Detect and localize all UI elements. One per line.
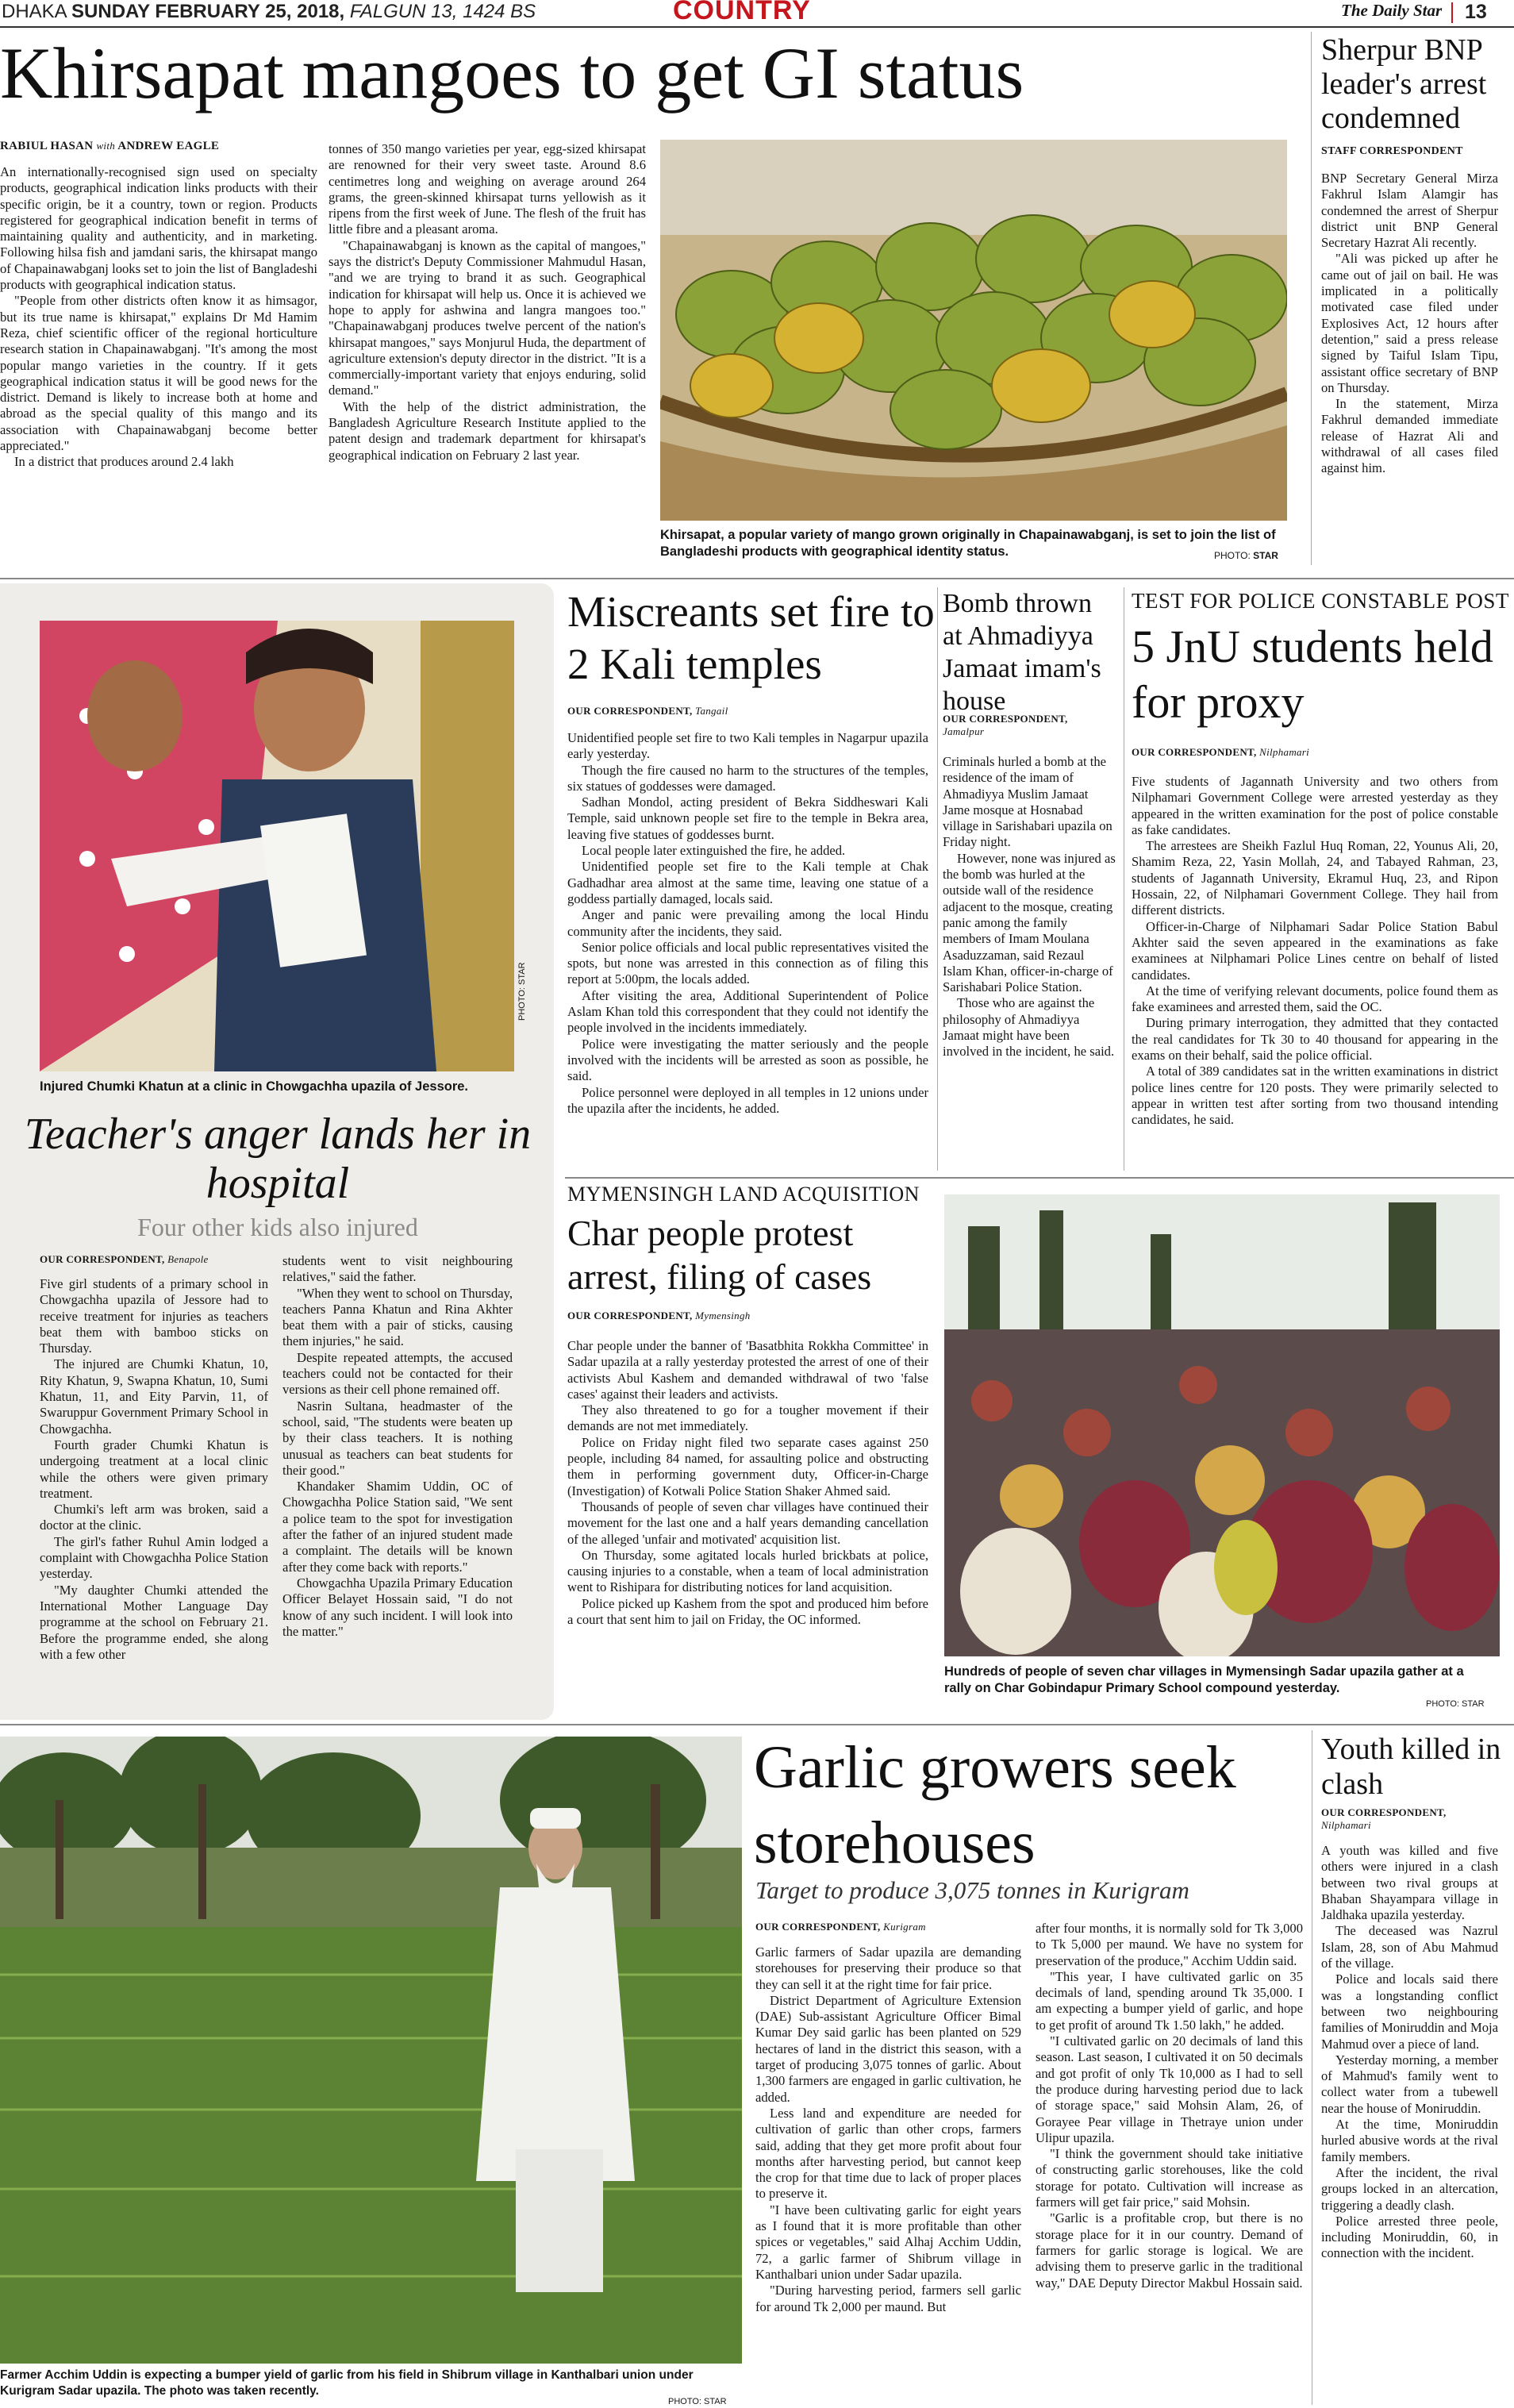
paragraph: "Garlic is a profitable crop, but there is no storage place for it in our country. Demand of farmers for garlic storage is logical. We are advising them to preserve garlic in the traditional way," DAE Deputy Director Makbul Hossain said.: [1036, 2210, 1303, 2291]
byline-author: OUR CORRESPONDENT: [567, 1310, 690, 1321]
bomb-byline: OUR CORRESPONDENT, Jamalpur: [943, 713, 1068, 737]
paragraph: After visiting the area, Additional Superintendent of Police Aslam Khan told this correspondent that they could not identify the people involved in the incidents immediately.: [567, 987, 928, 1036]
paragraph: At the time of verifying relevant documents, police found them as fake examinees and arrested them, said the OC.: [1132, 983, 1498, 1015]
paragraph: tonnes of 350 mango varieties per year, egg-sized khirsapat are renowned for their very sweet taste. Around 8.6 centimetres long and weighing on average around 264 grams, the green-skinned khirsapat turns yellowish as it ripens from the first week of June. The flesh of the fruit has little fibre and a pleasant aroma.: [329, 141, 646, 237]
byline-place: Nilphamari: [1259, 746, 1310, 758]
khirsapat-headline: Khirsapat mangoes to get GI status: [0, 33, 1024, 113]
credit-label: PHOTO:: [1214, 550, 1254, 561]
paragraph: Five students of Jagannath University and two others from Nilphamari Government College were arrested yesterday as they appeared in the written examination for the post of police constable as fake candidates.: [1132, 774, 1498, 837]
paragraph: Police were investigating the matter seriously and the people involved with the incidents will be arrested as soon as possible, he said.: [567, 1036, 928, 1084]
dateline-city: DHAKA: [2, 1, 72, 22]
paragraph: Khandaker Shamim Uddin, OC of Chowgachha Police Station said, "We sent a police team to the spot for investigation after the father of an injured student made a complaint. The details will be known after they come back with reports.": [282, 1479, 513, 1575]
paragraph: Though the fire caused no harm to the structures of the temples, six statues of goddesses were damaged.: [567, 762, 928, 794]
paragraph: Less land and expenditure are needed for cultivation of garlic than other crops, farmers said, adding that they get more profit about four months after harvesting period, but cannot keep the crop for that time due to lack of proper places to preserve it.: [755, 2105, 1021, 2202]
byline-place: Mymensingh: [695, 1310, 751, 1321]
paragraph: Thousands of people of seven char villages have continued their movement for the last one and a half years demanding cancellation of the alleged 'unfair and motivated' acquisition list.: [567, 1498, 928, 1547]
paragraph: after four months, it is normally sold for Tk 3,000 to Tk 5,000 per maund. We have no system for preservation of the produce," Acchim Uddin said.: [1036, 1921, 1303, 1968]
byline-author: OUR CORRESPONDENT: [755, 1921, 878, 1933]
paragraph: On Thursday, some agitated locals hurled brickbats at police, causing injuries to a constable, when a team of local administration went to Rishipara for distributing notices for land acquisition.: [567, 1547, 928, 1595]
kali-byline: OUR CORRESPONDENT, Tangail: [567, 705, 728, 717]
photo-credit: PHOTO: STAR: [517, 962, 527, 1021]
bomb-body: [943, 754, 1116, 1060]
byline-author: OUR CORRESPONDENT: [567, 705, 690, 717]
column-rule: [1311, 32, 1312, 565]
kali-body: [567, 730, 928, 1117]
char-byline: OUR CORRESPONDENT, Mymensingh: [567, 1310, 751, 1321]
paragraph: "My daughter Chumki attended the International Mother Language Day programme at the school on February 21. Before the programme ended, she along with a few other: [40, 1582, 268, 1662]
teacher-subhead: Four other kids also injured: [137, 1213, 418, 1241]
crowd-rally-image: [944, 1194, 1500, 1656]
paragraph: "People from other districts often know it as himsagor, but its true name is khirsapat," explains Dr Md Hamim Reza, chief scientific officer of the regional horticulture research station in Chapainawabganj. "It's among the most popular mango varieties in the country. If it gets geographical indication status it will be good news for the district. Demand is likely to increase both at home and abroad as the special quality of this mango and its association with Chapainawabganj become better appreciated.": [0, 293, 317, 454]
paragraph: A total of 389 candidates sat in the written examinations in district police lines centre for 120 posts. They were primarily selected to appear in written test after sorting from two thousand intending candidates, he said.: [1132, 1064, 1498, 1128]
paragraph: Unidentified people set fire to two Kali temples in Nagarpur upazila early yesterday.: [567, 730, 928, 762]
byline-author: OUR CORRESPONDENT: [1321, 1806, 1444, 1818]
folio-divider: [1451, 2, 1453, 23]
char-headline: Char people protest arrest, filing of cases: [567, 1213, 872, 1297]
paragraph: During primary interrogation, they admitted that they contacted the real candidates for Tk 30 to 40 thousand for appearing in the exams on their behalf, said the police official.: [1132, 1015, 1498, 1064]
paragraph: After the incident, the rival groups locked in an altercation, triggering a deadly clash.: [1321, 2164, 1498, 2213]
garlic-col-2: [1036, 1921, 1303, 2291]
page-number: 13: [1465, 1, 1487, 23]
jnu-body: [1132, 774, 1498, 1129]
rally-caption: Hundreds of people of seven char villages in Mymensingh Sadar upazila gather at a rally on Char Gobindapur Primary School compound yesterday.: [944, 1664, 1464, 1695]
bomb-headline: Bomb thrown at Ahmadiyya Jamaat imam's house: [943, 589, 1101, 716]
paragraph: The injured are Chumki Khatun, 10, Rity Khatun, 9, Swapna Khatun, 10, Sumi Khatun, 11, and Eity Parvin, 11, of Swaruppur Government Primary School in Chowgachha.: [40, 1356, 268, 1437]
paragraph: "Chapainawabganj is known as the capital of mangoes," says the district's Deputy Commissioner Mahmudul Hasan, "and we are trying to brand it as such. Geographical indication for khirsapat will help us. Once it is achieved we hope to apply for ashwina and langra mangoes too." "Chapainawabganj produces twelve percent of the nation's khirsapat mangoes," says Monjurul Huda, the department of agriculture extension's deputy director in the district. "It is a commercially-important variety that enjoys enduring, solid demand.": [329, 237, 646, 398]
teacher-col-1: [40, 1276, 268, 1663]
injured-girl-image: [40, 621, 514, 1071]
youth-headline: Youth killed in clash: [1321, 1733, 1501, 1801]
sherpur-headline: Sherpur BNP leader's arrest condemned: [1321, 33, 1487, 135]
paragraph: The girl's father Ruhul Amin lodged a complaint with Chowgachha Police Station yesterday.: [40, 1533, 268, 1582]
garlic-byline: OUR CORRESPONDENT, Kurigram: [755, 1921, 926, 1933]
garlic-field-farmer-image: [0, 1737, 742, 2364]
youth-body: [1321, 1843, 1498, 2262]
paragraph: Local people later extinguished the fire, he added.: [582, 843, 846, 859]
paragraph: Chowgachha Upazila Primary Education Officer Belayet Hossain said, "I do not know of any such incident. I will look into the matter.": [282, 1575, 513, 1639]
byline-place: Jamalpur: [943, 725, 985, 737]
photo-credit: [1214, 550, 1278, 561]
byline-place: Nilphamari: [1321, 1819, 1371, 1831]
paragraph: A youth was killed and five others were injured in a clash between two rival groups at Bhaban Shayampara village in Jaldhaka upazila yesterday.: [1321, 1843, 1498, 1923]
khirsapat-caption: Khirsapat, a popular variety of mango grown originally in Chapainawabganj, is set to join the list of Bangladeshi products with geographical identity status.: [660, 528, 1276, 559]
paragraph: Police on Friday night filed two separate cases against 250 people, including 84 named, for assaulting police and obstructing them in performing government duty, Officer-in-Charge (Investigation) of Kotwali Police Station Shaker Ahmed said.: [567, 1434, 928, 1498]
char-body: [567, 1338, 928, 1628]
garlic-caption: Farmer Acchim Uddin is expecting a bumper yield of garlic from his field in Shibrum village in Kanthalbari union under Kurigram Sadar upazila. The photo was taken recently.: [0, 2368, 694, 2398]
paragraph: Garlic farmers of Sadar upazila are demanding storehouses for preserving their produce so that they can sell it at the right time for fair price.: [755, 1944, 1021, 1992]
dateline: [2, 0, 536, 24]
dateline-bengali-date: FALGUN 13, 1424 BS: [349, 1, 536, 22]
paragraph: Police personnel were deployed in all temples in 12 unions under the upazila after the incidents, he added.: [567, 1084, 928, 1116]
chumki-caption: Injured Chumki Khatun at a clinic in Chowgachha upazila of Jessore.: [40, 1079, 469, 1094]
byline-author-2: ANDREW EAGLE: [117, 140, 220, 152]
credit-source: STAR: [1253, 550, 1278, 561]
paragraph: "During harvesting period, farmers sell garlic for around Tk 2,000 per maund. But: [755, 2283, 1021, 2314]
byline-author-1: RABIUL HASAN: [0, 140, 94, 152]
paragraph: Police and locals said there was a longstanding conflict between two neighbouring families of Moniruddin and Moja Mahmud over a piece of land.: [1321, 1971, 1498, 2052]
youth-byline: OUR CORRESPONDENT, Nilphamari: [1321, 1806, 1447, 1831]
jnu-byline: OUR CORRESPONDENT, Nilphamari: [1132, 746, 1310, 758]
paragraph: Five girl students of a primary school in Chowgachha upazila of Jessore had to receive treatment for injuries as teachers beat them with bamboo sticks on Thursday.: [40, 1276, 268, 1356]
paragraph: "I cultivated garlic on 20 decimals of land this season. Last season, I cultivated it on 50 decimals and got profit of only Tk 10,000 as I had to sell the produce during harvesting period due to lack of storage space," said Mohsin Alam, 26, of Gorayee Pear village in Thetraye union under Ulipur upazila.: [1036, 2033, 1303, 2145]
paragraph: Police picked up Kashem from the spot and produced him before a court that sent him to jail on Friday, the OC informed.: [567, 1595, 928, 1628]
paragraph: Criminals hurled a bomb at the residence of the imam of Ahmadiyya Muslim Jamaat Jame mosque at Hosnabad village in Sarishabari upazila on Friday night.: [943, 754, 1112, 850]
garlic-subhead: Target to produce 3,075 tonnes in Kurigram: [755, 1876, 1189, 1904]
paragraph: In the statement, Mirza Fakhrul demanded immediate release of Hazrat Ali and withdrawal of all cases filed against him.: [1321, 396, 1498, 476]
kali-headline: Miscreants set fire to 2 Kali temples: [567, 587, 935, 688]
byline-author: OUR CORRESPONDENT: [1132, 746, 1255, 758]
paper-logo: The Daily Star: [1341, 1, 1443, 20]
sherpur-body: [1321, 171, 1498, 477]
paragraph: Unidentified people set fire to the Kali temple at Chak Gadhadhar area almost at the same time, leaving one statue of a goddess partially damaged, locals said.: [567, 859, 928, 906]
char-kicker: MYMENSINGH LAND ACQUISITION: [567, 1183, 920, 1206]
paragraph: Police arrested three peole, including Moniruddin, 60, in connection with the incident.: [1321, 2213, 1498, 2261]
rally-photo: [944, 1194, 1500, 1656]
paragraph: District Department of Agriculture Extension (DAE) Sub-assistant Agriculture Officer Bimal Kumar Dey said garlic has been planted on 529 hectares of land in the district this season, with a target of producing 3,075 tonnes of garlic. About 1,300 farmers are engaged in garlic cultivation, he added.: [755, 1992, 1021, 2105]
paragraph: The deceased was Nazrul Islam, 28, son of Abu Mahmud of the village.: [1321, 1923, 1498, 1971]
paragraph: Fourth grader Chumki Khatun is undergoing treatment at a local clinic while the others were given primary treatment.: [40, 1437, 268, 1501]
khirsapat-col-2: [329, 141, 646, 464]
section-rule: [565, 1177, 1514, 1179]
paragraph: Senior police officials and local public representatives visited the spots, but none was arrested in this connection as of filing this report at 5:00pm, the locals added.: [567, 939, 928, 987]
jnu-kicker: TEST FOR POLICE CONSTABLE POST: [1132, 589, 1509, 613]
paragraph: Despite repeated attempts, the accused teachers could not be contacted for their versions as their cell phone remained off.: [282, 1349, 513, 1398]
garlic-headline: Garlic growers seek storehouses: [754, 1734, 1236, 1876]
khirsapat-col-1: [0, 164, 317, 471]
garlic-photo: [0, 1737, 742, 2364]
paragraph: The arrestees are Sheikh Fazlul Huq Roman, 22, Younus Ali, 20, Shamim Reza, 22, Yasin Mollah, 24, and Tabayed Rahman, 23, students of Jagannath University, Ekramul Huq, 23, and Ripon Hossain, 22, of Nilphamari Government College. They hail from different districts.: [1132, 838, 1498, 918]
paragraph: "Ali was picked up after he came out of jail on bail. He was implicated in a politically motivated case filed under Explosives Act, 12 hours after detention," said a press release signed by Taiful Islam Tipu, assistant office secretary of BNP on Thursday.: [1321, 251, 1498, 395]
mango-photo: [660, 140, 1287, 521]
photo-credit: PHOTO: STAR: [1426, 1699, 1485, 1709]
photo-credit: PHOTO: STAR: [668, 2397, 727, 2406]
teacher-byline: OUR CORRESPONDENT, Benapole: [40, 1253, 209, 1265]
paragraph: BNP Secretary General Mirza Fakhrul Islam Alamgir has condemned the arrest of Sherpur district unit BNP General Secretary Hazrat Ali recently.: [1321, 171, 1498, 251]
byline-place: Kurigram: [883, 1921, 926, 1933]
mango-basket-image: [660, 140, 1287, 521]
byline-author: OUR CORRESPONDENT: [40, 1253, 163, 1265]
paragraph: An internationally-recognised sign used on specialty products, geographical indication links products with their specific origin, be it a country, town or region. Products registered for geographical indication benefit in terms of maintaining quality and authenticity, and in marketing. Following hilsa fish and jamdani saris, the khirsapat mango of Chapainawabganj looks set to join the list of Bangladeshi products with geographical indication status.: [0, 164, 317, 293]
paragraph: "This year, I have cultivated garlic on 35 decimals of land, spending around Tk 35,000. I am expecting a bumper yield of garlic, and hope to get profit of around Tk 1.50 lakh," he added.: [1036, 1968, 1303, 2033]
paragraph: Sadhan Mondol, acting president of Bekra Siddheswari Kali Temple, said unknown people set fire to the temple in Bekra area, leaving five statues of goddesses burnt.: [567, 794, 928, 842]
paragraph: Char people under the banner of 'Basatbhita Rokkha Committee' in Sadar upazila at a rally yesterday protested the arrest of one of their activists Abul Kashem and demanded withdrawal of two 'false cases' against their leaders and activists.: [567, 1338, 928, 1402]
paragraph: With the help of the district administration, the Bangladesh Agriculture Research Institute applied to the patent design and trademark department for khirsapat's geographical indication on February 2 last year.: [329, 398, 646, 463]
paragraph: Officer-in-Charge of Nilphamari Sadar Police Station Babul Akhter said the seven appeared in the examinations as fake examinees at Nilphamari Police Lines centre on behalf of listed candidates.: [1132, 918, 1498, 983]
paragraph: In a district that produces around 2.4 lakh: [14, 454, 234, 470]
teacher-col-2: [282, 1253, 513, 1640]
jnu-headline: 5 JnU students held for proxy: [1132, 621, 1493, 728]
chumki-photo: [40, 621, 514, 1071]
section-rule: [0, 1724, 1514, 1725]
paragraph: "I have been cultivating garlic for eight years as I found that it is more profitable than other spices or vegetables," said Alhaj Acchim Uddin, 72, a garlic farmer of Shibrum village in Kanthalbari union under Sadar upazila.: [755, 2202, 1021, 2282]
teacher-headline: Teacher's anger lands her in hospital: [24, 1110, 532, 1208]
paragraph: students went to visit neighbouring relatives," said the father.: [282, 1253, 513, 1285]
garlic-col-1: [755, 1944, 1021, 2315]
paragraph: "When they went to school on Thursday, teachers Panna Khatun and Rina Akhter beat them with a pair of sticks, causing them injuries," he said.: [282, 1285, 513, 1349]
paragraph: At the time, Moniruddin hurled abusive words at the rival family members.: [1321, 2117, 1498, 2164]
paragraph: Nasrin Sultana, headmaster of the school, said, "The students were beaten up by their class teachers. It is nothing unusual as teachers can beat students for their good.": [282, 1398, 513, 1478]
column-rule: [937, 587, 938, 1171]
masthead-rule: [0, 26, 1514, 28]
paragraph: "I think the government should take initiative of constructing garlic storehouses, like the cold storage for potato. Cultivation will increase as farmers will get fair price," said Mohsin.: [1036, 2146, 1303, 2210]
byline-with: with: [96, 140, 116, 152]
byline-place: Tangail: [695, 705, 728, 717]
section-title: COUNTRY: [673, 0, 811, 25]
dateline-date: SUNDAY FEBRUARY 25, 2018,: [71, 1, 350, 22]
byline-place: Benapole: [167, 1253, 209, 1265]
paragraph: Anger and panic were prevailing among the local Hindu community after the incidents, they said.: [567, 907, 928, 939]
paragraph: Chumki's left arm was broken, said a doctor at the clinic.: [40, 1502, 268, 1533]
paragraph: They also threatened to go for a tougher movement if their demands are not met immediately.: [567, 1402, 928, 1434]
paragraph: Yesterday morning, a member of Mahmud's family went to collect water from a tubewell near the house of Moniruddin.: [1321, 2052, 1498, 2116]
paragraph: However, none was injured as the bomb was hurled at the outside wall of the residence adjacent to the mosque, creating panic among the family members of Imam Moulana Asaduzzaman, said Rezaul Islam Khan, officer-in-charge of Sarishabari Police Station.: [943, 850, 1116, 995]
paragraph: Those who are against the philosophy of Ahmadiyya Jamaat might have been involved in the incident, he said.: [943, 995, 1115, 1060]
section-rule: [0, 578, 1514, 579]
byline-author: OUR CORRESPONDENT: [943, 713, 1066, 725]
khirsapat-byline: [0, 140, 219, 153]
sherpur-byline: STAFF CORRESPONDENT: [1321, 145, 1463, 157]
